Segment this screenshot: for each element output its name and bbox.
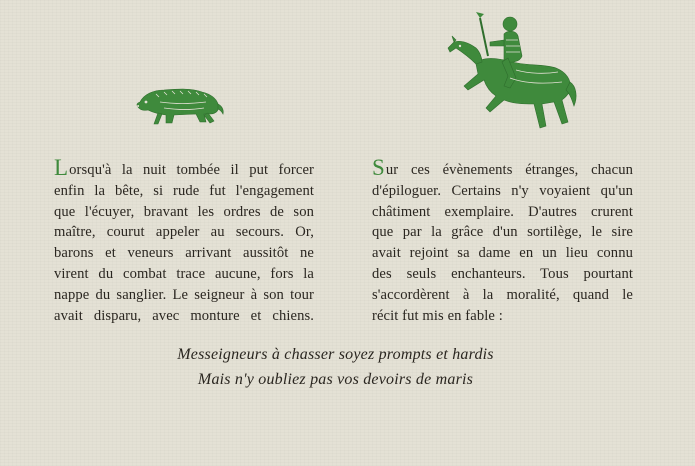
text-line: avait rejoint sa dame en un lieu connu [372,245,633,262]
text-line: d'épiloguer. Certains n'y voyaient qu'un [372,182,633,199]
text-line: Sur ces évènements étranges, chacun [372,155,633,180]
text-line: récit fut mis en fable : [372,307,503,324]
text-line: des seuls enchanteurs. Tous pourtant [372,265,633,282]
moral-verse [0,343,695,392]
text-line: châtiment exemplaire. D'autres crurent [372,203,633,220]
boar-woodcut-icon [134,80,226,128]
verse-line-2: Mais n'y oubliez pas vos devoirs de maris [197,370,474,388]
text-line: avait disparu, avec monture et chiens. [54,307,314,324]
text-line: barons et veneurs arrivant aussitôt ne [54,245,314,262]
left-column-text [54,155,314,326]
text-line: nappe du sanglier. Le seigneur à son tour [54,286,314,303]
text-line: s'accordèrent à la moralité, quand le [372,286,633,303]
right-column-text [372,155,633,326]
dropcap-letter: S [372,155,385,180]
text-line: maître, courut appeler au secours. Or, [54,224,314,241]
verse-line-1: Messeigneurs à chasser soyez prompts et hardis [177,346,494,363]
text-line: Lorsqu'à la nuit tombée il put forcer [54,155,314,180]
text-line: que l'écuyer, bravant les ordres de son [54,203,314,220]
dropcap-letter: L [54,155,69,180]
text-line: virent du combat trace aucune, fors la [54,265,314,282]
text-line: enfin la bête, si rude fut l'engagement [54,182,314,199]
text-line: que par la grâce d'un sortilège, le sire [372,224,633,241]
horseman-woodcut-icon [446,12,580,132]
